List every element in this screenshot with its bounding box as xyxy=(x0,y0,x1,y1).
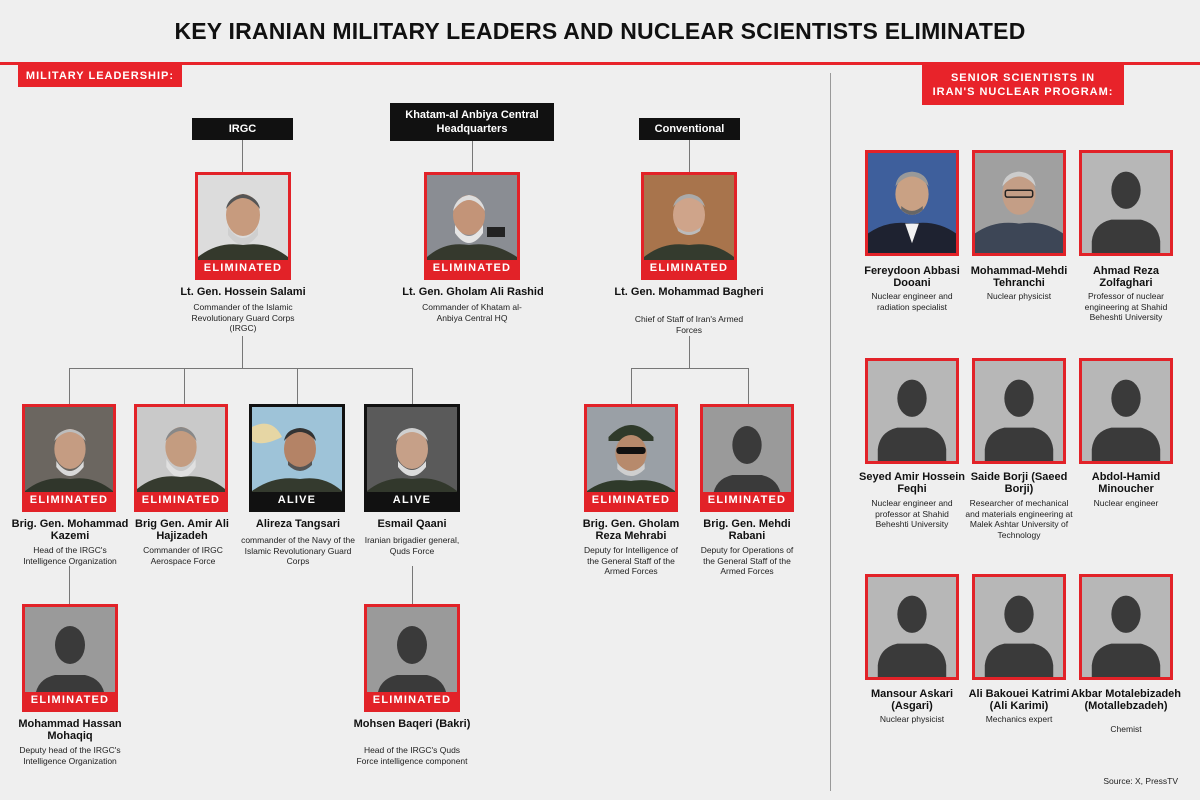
portrait-scientist-2 xyxy=(972,150,1066,256)
person-name: Mohsen Baqeri (Bakri) xyxy=(353,718,471,730)
scientist-role: Nuclear physicist xyxy=(879,714,945,724)
person-name: Lt. Gen. Hossein Salami xyxy=(180,286,306,298)
connector-line xyxy=(689,140,690,172)
source-credit: Source: X, PressTV xyxy=(1103,776,1178,786)
person-role: Deputy for Operations of the General Staff of the Armed Forces xyxy=(700,545,794,576)
status-badge: ELIMINATED xyxy=(427,260,517,277)
status-badge: ELIMINATED xyxy=(587,492,675,509)
page-title: KEY IRANIAN MILITARY LEADERS AND NUCLEAR SCIENTISTS ELIMINATED xyxy=(174,18,1026,44)
connector-line xyxy=(297,368,298,404)
connector-line xyxy=(69,368,70,404)
portrait-baqeri xyxy=(364,604,460,712)
person-silhouette-icon xyxy=(1082,153,1170,253)
scientist-role: Nuclear engineer xyxy=(1093,498,1159,508)
scientist-name: Akbar Motalebizadeh (Motallebzadeh) xyxy=(1070,688,1182,712)
person-role: Commander of IRGC Aerospace Force xyxy=(143,545,223,566)
scientist-role: Nuclear engineer and professor at Shahid Beheshti University xyxy=(871,498,953,529)
person-name: Mohammad Hassan Mohaqiq xyxy=(18,718,122,742)
scientist-name: Mansour Askari (Asgari) xyxy=(870,688,954,712)
scientist-name: Abdol-Hamid Minoucher xyxy=(1091,471,1161,495)
person-role: Commander of Khatam al-Anbiya Central HQ xyxy=(422,302,522,323)
status-badge: ELIMINATED xyxy=(644,260,734,277)
connector-line xyxy=(69,368,413,369)
status-badge: ELIMINATED xyxy=(703,492,791,509)
person-name: Esmail Qaani xyxy=(377,518,447,530)
person-silhouette-icon xyxy=(975,577,1063,677)
portrait-rabani xyxy=(700,404,794,512)
person-name: Alireza Tangsari xyxy=(255,518,341,530)
portrait-photo-icon xyxy=(868,153,956,253)
portrait-rashid xyxy=(424,172,520,280)
connector-line xyxy=(412,368,413,404)
military-section-label: MILITARY LEADERSHIP: xyxy=(18,65,182,87)
person-name: Lt. Gen. Gholam Ali Rashid xyxy=(402,286,544,298)
status-badge: ALIVE xyxy=(367,492,457,509)
connector-line xyxy=(184,368,185,404)
portrait-salami xyxy=(195,172,291,280)
portrait-scientist-3 xyxy=(1079,150,1173,256)
person-silhouette-icon xyxy=(868,361,956,461)
portrait-scientist-4 xyxy=(865,358,959,464)
scientists-section-label: SENIOR SCIENTISTS IN IRAN'S NUCLEAR PROGRAM: xyxy=(922,65,1124,105)
portrait-scientist-9 xyxy=(1079,574,1173,680)
scientist-name: Ali Bakouei Katrimi (Ali Karimi) xyxy=(968,688,1070,712)
connector-line xyxy=(242,140,243,172)
portrait-tangsari xyxy=(249,404,345,512)
scientist-role: Professor of nuclear engineering at Shahid Beheshti University xyxy=(1084,291,1168,322)
person-silhouette-icon xyxy=(1082,361,1170,461)
connector-line xyxy=(412,566,413,604)
portrait-hajizadeh xyxy=(134,404,228,512)
connector-line xyxy=(472,141,473,172)
portrait-mehrabi xyxy=(584,404,678,512)
scientist-name: Mohammad-Mehdi Tehranchi xyxy=(970,265,1068,289)
person-name: Brig Gen. Amir Ali Hajizadeh xyxy=(135,518,229,542)
portrait-kazemi xyxy=(22,404,116,512)
portrait-photo-icon xyxy=(975,153,1063,253)
scientist-role: Nuclear engineer and radiation specialist xyxy=(871,291,953,312)
portrait-scientist-1 xyxy=(865,150,959,256)
branch-conventional: Conventional xyxy=(639,118,740,140)
person-role: Iranian brigadier general, Quds Force xyxy=(364,535,460,556)
person-role: Deputy head of the IRGC's Intelligence Organization xyxy=(19,745,121,766)
person-silhouette-icon xyxy=(975,361,1063,461)
status-badge: ELIMINATED xyxy=(367,692,457,709)
connector-line xyxy=(748,368,749,404)
connector-line xyxy=(631,368,749,369)
scientist-name: Saide Borji (Saeed Borji) xyxy=(970,471,1068,495)
person-role: Chief of Staff of Iran's Armed Forces xyxy=(634,314,744,335)
status-badge: ELIMINATED xyxy=(137,492,225,509)
connector-line xyxy=(242,336,243,368)
portrait-qaani xyxy=(364,404,460,512)
scientist-role: Mechanics expert xyxy=(985,714,1053,724)
status-badge: ELIMINATED xyxy=(25,692,115,709)
scientist-role: Researcher of mechanical and materials engineering at Malek Ashtar University of Technology xyxy=(965,498,1073,540)
connector-line xyxy=(631,368,632,404)
scientist-role: Nuclear physicist xyxy=(986,291,1052,301)
person-role: Deputy for Intelligence of the General Staff of the Armed Forces xyxy=(583,545,679,576)
person-name: Brig. Gen. Mehdi Rabani xyxy=(703,518,791,542)
scientist-name: Ahmad Reza Zolfaghari xyxy=(1092,265,1160,289)
portrait-scientist-8 xyxy=(972,574,1066,680)
person-name: Brig. Gen. Mohammad Kazemi xyxy=(11,518,129,542)
portrait-bagheri xyxy=(641,172,737,280)
portrait-scientist-6 xyxy=(1079,358,1173,464)
portrait-scientist-5 xyxy=(972,358,1066,464)
connector-line xyxy=(69,566,70,604)
person-name: Lt. Gen. Mohammad Bagheri xyxy=(614,286,764,298)
branch-irgc: IRGC xyxy=(192,118,293,140)
status-badge: ELIMINATED xyxy=(198,260,288,277)
scientist-name: Seyed Amir Hossein Feqhi xyxy=(859,471,965,495)
portrait-scientist-7 xyxy=(865,574,959,680)
branch-khatam: Khatam-al Anbiya Central Headquarters xyxy=(390,103,554,141)
person-role: commander of the Navy of the Islamic Revolutionary Guard Corps xyxy=(241,535,355,566)
section-divider xyxy=(830,73,831,791)
connector-line xyxy=(689,336,690,368)
scientist-role: Chemist xyxy=(1110,724,1142,734)
person-name: Brig. Gen. Gholam Reza Mehrabi xyxy=(582,518,680,542)
portrait-mohaqiq xyxy=(22,604,118,712)
person-role: Commander of the Islamic Revolutionary Guard Corps (IRGC) xyxy=(191,302,295,333)
person-role: Head of the IRGC's Quds Force intelligence component xyxy=(356,745,468,766)
status-badge: ALIVE xyxy=(252,492,342,509)
status-badge: ELIMINATED xyxy=(25,492,113,509)
person-role: Head of the IRGC's Intelligence Organization xyxy=(23,545,117,566)
scientist-name: Fereydoon Abbasi Dooani xyxy=(864,265,960,289)
person-silhouette-icon xyxy=(1082,577,1170,677)
person-silhouette-icon xyxy=(868,577,956,677)
